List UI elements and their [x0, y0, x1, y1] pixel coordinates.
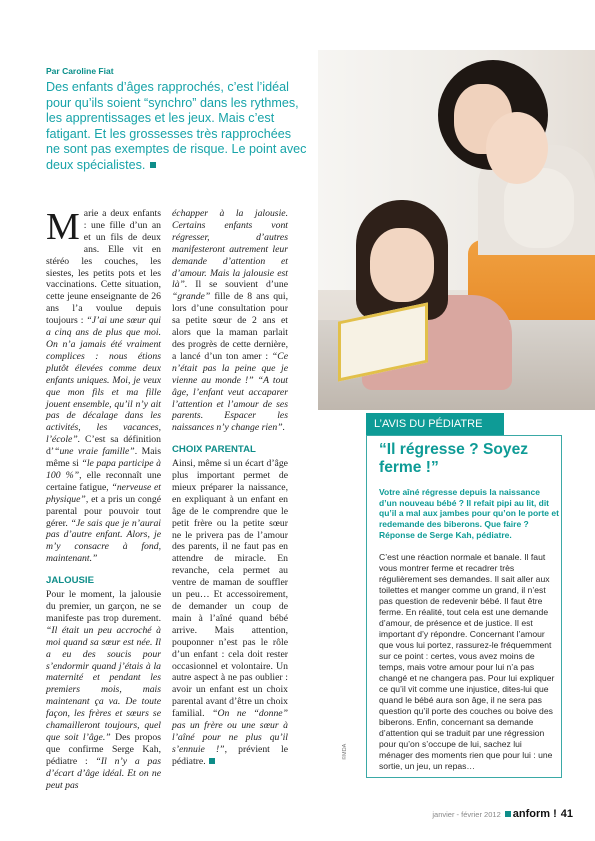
intro-text: C’est sa définition d’	[46, 434, 161, 458]
page-footer	[432, 808, 573, 820]
issue-date: janvier - février 2012	[432, 810, 501, 819]
jalousie-quote: “Il n’y a pas d’écart d’âge idéal. Et on ne peut pas	[46, 755, 161, 791]
intro-quote: “Je sais que je n’aurai pas d’autre enfant. Alors, je m’y consacre à fond, maintenant.”	[46, 517, 161, 565]
photo-credit: ©MDA	[342, 743, 348, 760]
square-bullet-icon	[150, 162, 156, 168]
magazine-name: anform !	[512, 808, 557, 820]
intro-quote: “le papa participe à 100 %”	[46, 458, 161, 481]
col2-text: fille de 8 ans qui, lors d’une consultation pour sa petite sœur de 2 ans et alors que la maman parlait des progrès de cette dernière, a lancé d’un ton amer :	[172, 291, 288, 362]
article-photo	[318, 50, 595, 410]
choix-text: Ainsi, même si un écart d’âge plus important permet de mieux préparer la naissance, en expliquant à un enfant en âge de le comprendre que le petit frère ou la petite sœur ne le privera pas de l’amour des parents, il ne faut pas en attendre de miracle. En revanche, cela permet au ventre de maman de souffler un peu… Et accessoirement, de demander un coup de main à l’aîné quand bébé arrive. Mais attention, pouponner n’est pas le rôle d’un enfant : cela doit rester occasionnel et volontaire. Un autre aspect à ne pas oublier : avoir un enfant est un choix parental avant d’être un choix familial.	[172, 458, 288, 720]
intro-quote: “nerveuse et physique”	[46, 481, 161, 505]
intro-quote: “une vraie famille”	[54, 446, 135, 458]
intro-text: arie a deux enfants : une fille d’un an et un fils de deux ans. Elle vit en stéréo les couches, les siestes, les petits pots et les vaccinations. Cette situation, cette jeune enseignante de 26 ans l’a voulue depuis toujours :	[46, 208, 161, 327]
col2-quote: “Ce n’était pas la peine que je vienne au monde !”	[172, 350, 288, 386]
col2-quote: “A tout âge, l’enfant veut accaparer l’attention et l’amour de ses parents. Espacer les naissances n’y change rien”.	[172, 374, 288, 434]
choix-quote: “On ne “donne” pas un frère ou une sœur à l’aîné pour ne plus qu’il s’ennuie !”	[172, 708, 288, 755]
page-number: 41	[560, 808, 573, 820]
choix-text: , prévient le pédiatre.	[172, 743, 289, 767]
col2-quote: échapper à la jalousie. Certains enfants vont régresser, d’autres manifesteront autrement leur demande d’attention et d’amour. Mais la jalousie est là”.	[172, 208, 288, 291]
intro-quote: “J’ai une sœur qui a cinq ans de plus que moi. On n’a jamais été vraiment complices : nous étions plutôt élevées comme deux enfants uniques. Moi, je veux que mon fils et ma fille jouent ensemble, qu’il n’y ait pas de décalage dans les activités, les vacances, l’école”.	[46, 315, 161, 446]
avis-lead: Votre aîné régresse depuis la naissance d’un nouveau bébé ? Il refait pipi au lit, dit qu’il a mal aux jambes pour qu’on le porte et redemande des biberons. Que faire ? Réponse de Serge Kah, pédiatre.	[379, 487, 559, 540]
chapo-text: Des enfants d’âges rapprochés, c’est l’idéal pour qu’ils soient “synchro” dans les rythmes, les apprentissages et les jeux. Mais c’est fatigant. Et les grossesses très rapprochées ne sont pas exemptes de risque. Le point avec deux spécialistes.	[46, 80, 307, 172]
intro-text: , elle reconnaît une certaine fatigue,	[46, 469, 161, 493]
col2-quote: “grande”	[172, 291, 211, 303]
byline: Par Caroline Fiat	[46, 66, 114, 76]
avis-pediatre-tab: L’AVIS DU PÉDIATRE	[366, 413, 504, 435]
photo-baby-head	[486, 112, 548, 184]
intro-text: . Mais même si	[46, 446, 161, 470]
end-square-icon	[209, 758, 215, 764]
avis-body: C’est une réaction normale et banale. Il faut vous montrer ferme et recadrer très régulièrement ses demandes. Il sait aller aux toilettes et manger comme un grand, il n’est pas question de redevenir bébé. Il faut être ferme. En réalité, tout cela est une demande d’amour, de présence et de justice. Il est important d’y répondre. Concernant l’amour que vous lui portez, rassurez-le fréquemment sur ce point : certes, vous avez moins de temps, mais votre amour pour lui n’a pas changé et ne changera pas. Pour lui expliquer ce qu’il vit comme une injustice, dites-lui que quand le bébé aura son âge, il ne sera pas question qu’il porte des couches ou boive des biberons. Enfin, concernant sa demande d’attention qui se traduit par une régression pour qu’on s’occupe de lui, sachez lui ménager des moments rien que pour lui : une sortie, un jeu, un repas…	[379, 552, 555, 771]
jalousie-text: Des propos que confirme Serge Kah, pédiatre :	[46, 731, 162, 767]
article-column-1	[46, 208, 161, 792]
intro-text: , et a pris un congé parental pour pouvoir tout gérer.	[46, 493, 161, 529]
drop-cap: M	[46, 206, 80, 248]
col2-text: Il se souvient d’une	[187, 279, 288, 291]
square-bullet-icon	[505, 811, 511, 817]
subhead-jalousie: JALOUSIE	[46, 575, 94, 587]
jalousie-quote: “Il était un peu accroché à moi quand sa sœur est née. Il a eu des soucis pour s’endormir quand j’étais à la maternité et pendant les premiers mois, mais maintenant ça va. De toute façon, les frères et sœurs se chamailleront toujours, quel que soit l’âge.”	[46, 624, 161, 743]
subhead-choix-parental: CHOIX PARENTAL	[172, 444, 256, 456]
photo-girl-face	[370, 228, 434, 302]
chapo	[46, 80, 308, 174]
jalousie-text: Pour le moment, la jalousie du premier, un garçon, ne se manifeste pas trop durement.	[46, 589, 161, 624]
avis-quote: “Il régresse ? Soyez ferme !”	[379, 441, 529, 476]
article-column-2	[172, 208, 288, 768]
